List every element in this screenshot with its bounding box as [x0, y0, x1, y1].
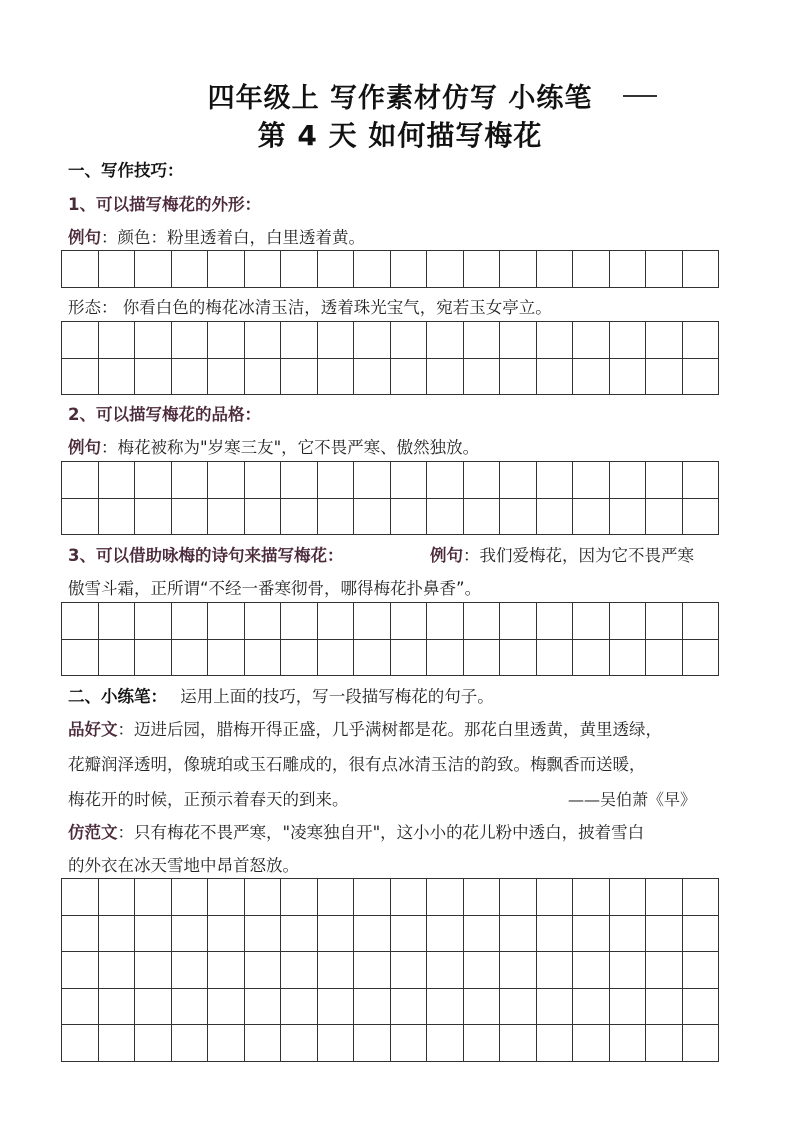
grid-cell[interactable]: [281, 916, 318, 953]
grid-cell[interactable]: [99, 462, 136, 499]
grid-cell[interactable]: [245, 640, 282, 677]
grid-cell[interactable]: [500, 251, 537, 288]
point1-form: 形态： 你看白色的梅花冰清玉洁，透着珠光宝气，宛若玉女亭立。: [68, 298, 552, 317]
grid-cell[interactable]: [573, 462, 610, 499]
grid-cell[interactable]: [245, 1025, 282, 1062]
grid-cell[interactable]: [172, 1025, 209, 1062]
grid-cell[interactable]: [245, 603, 282, 640]
grid-cell[interactable]: [573, 989, 610, 1026]
grid-cell[interactable]: [281, 499, 318, 536]
grid-cell[interactable]: [99, 1025, 136, 1062]
grid-cell[interactable]: [683, 989, 720, 1026]
grid-cell[interactable]: [62, 603, 99, 640]
grid-cell[interactable]: [610, 1025, 647, 1062]
grid-cell[interactable]: [281, 359, 318, 396]
grid-cell[interactable]: [464, 251, 501, 288]
grid-cell[interactable]: [500, 989, 537, 1026]
model-text-content: ：只有梅花不畏严寒，"凌寒独自开"，这小小的花儿粉中透白，披着雪白: [117, 823, 645, 842]
grid-cell[interactable]: [537, 989, 574, 1026]
grid-cell[interactable]: [683, 1025, 720, 1062]
grid-cell[interactable]: [135, 989, 172, 1026]
grid-cell[interactable]: [208, 916, 245, 953]
grid-cell[interactable]: [683, 322, 720, 359]
grid-cell[interactable]: [464, 359, 501, 396]
grid-cell[interactable]: [500, 603, 537, 640]
grid-cell[interactable]: [318, 251, 355, 288]
grid-cell[interactable]: [172, 640, 209, 677]
grid-cell[interactable]: [391, 462, 428, 499]
grid-cell[interactable]: [318, 879, 355, 916]
grid-cell[interactable]: [354, 952, 391, 989]
grid-cell[interactable]: [646, 879, 683, 916]
point1-example: [68, 227, 365, 249]
grid-cell[interactable]: [208, 952, 245, 989]
grid-cell[interactable]: [354, 989, 391, 1026]
grid-cell[interactable]: [610, 640, 647, 677]
section1-heading: 一、写作技巧：: [68, 161, 184, 180]
grid-cell[interactable]: [391, 1025, 428, 1062]
grid-cell[interactable]: [646, 322, 683, 359]
good-text-author: ——吴伯萧《早》: [568, 790, 697, 809]
grid-cell[interactable]: [500, 1025, 537, 1062]
grid-cell[interactable]: [354, 251, 391, 288]
grid-cell[interactable]: [172, 251, 209, 288]
grid-cell[interactable]: [427, 952, 464, 989]
grid-cell[interactable]: [500, 359, 537, 396]
grid-cell[interactable]: [318, 499, 355, 536]
grid-cell[interactable]: [135, 1025, 172, 1062]
grid-cell[interactable]: [683, 640, 720, 677]
grid-cell[interactable]: [62, 1025, 99, 1062]
grid-cell[interactable]: [537, 603, 574, 640]
grid-cell[interactable]: [573, 879, 610, 916]
grid-cell[interactable]: [391, 359, 428, 396]
grid-cell[interactable]: [172, 462, 209, 499]
grid-cell[interactable]: [464, 879, 501, 916]
grid-cell[interactable]: [245, 251, 282, 288]
section2-heading: 二、小练笔：: [68, 687, 167, 706]
grid-cell[interactable]: [99, 322, 136, 359]
grid-cell[interactable]: [281, 462, 318, 499]
grid-cell[interactable]: [62, 640, 99, 677]
grid-cell[interactable]: [99, 359, 136, 396]
grid-cell[interactable]: [62, 952, 99, 989]
grid-cell[interactable]: [99, 879, 136, 916]
grid-cell[interactable]: [573, 603, 610, 640]
grid-cell[interactable]: [281, 640, 318, 677]
grid-cell[interactable]: [245, 952, 282, 989]
grid-cell[interactable]: [500, 499, 537, 536]
grid-cell[interactable]: [135, 916, 172, 953]
grid-cell[interactable]: [208, 879, 245, 916]
worksheet-subtitle: 第 4 天 如何描写梅花: [257, 119, 543, 152]
grid-cell[interactable]: [208, 462, 245, 499]
writing-grid-5[interactable]: [61, 878, 719, 1062]
grid-cell[interactable]: [646, 603, 683, 640]
grid-cell[interactable]: [99, 251, 136, 288]
writing-grid-2[interactable]: [61, 321, 719, 395]
grid-cell[interactable]: [354, 322, 391, 359]
grid-cell[interactable]: [610, 251, 647, 288]
grid-cell[interactable]: [427, 916, 464, 953]
grid-cell[interactable]: [537, 499, 574, 536]
grid-cell[interactable]: [427, 640, 464, 677]
grid-cell[interactable]: [427, 359, 464, 396]
writing-grid-1[interactable]: [61, 250, 719, 288]
grid-cell[interactable]: [683, 879, 720, 916]
grid-cell[interactable]: [135, 462, 172, 499]
writing-grid-3[interactable]: [61, 461, 719, 535]
grid-cell[interactable]: [62, 989, 99, 1026]
grid-cell[interactable]: [318, 640, 355, 677]
grid-cell[interactable]: [354, 1025, 391, 1062]
grid-cell[interactable]: [573, 952, 610, 989]
grid-cell[interactable]: [281, 989, 318, 1026]
grid-cell[interactable]: [99, 989, 136, 1026]
grid-cell[interactable]: [646, 359, 683, 396]
grid-cell[interactable]: [573, 499, 610, 536]
writing-grid-4[interactable]: [61, 602, 719, 676]
grid-cell[interactable]: [427, 1025, 464, 1062]
grid-cell[interactable]: [135, 603, 172, 640]
grid-cell[interactable]: [464, 462, 501, 499]
grid-cell[interactable]: [537, 251, 574, 288]
point2-heading: 2、可以描写梅花的品格：: [68, 405, 261, 424]
grid-cell[interactable]: [281, 322, 318, 359]
grid-cell[interactable]: [281, 952, 318, 989]
grid-cell[interactable]: [318, 1025, 355, 1062]
grid-cell[interactable]: [500, 879, 537, 916]
grid-cell[interactable]: [464, 322, 501, 359]
grid-cell[interactable]: [464, 952, 501, 989]
grid-cell[interactable]: [135, 322, 172, 359]
point3-example: [430, 545, 694, 567]
grid-cell[interactable]: [646, 916, 683, 953]
grid-cell[interactable]: [318, 952, 355, 989]
grid-cell[interactable]: [610, 952, 647, 989]
grid-cell[interactable]: [172, 359, 209, 396]
good-text-line1: [68, 719, 662, 741]
grid-cell[interactable]: [646, 499, 683, 536]
grid-cell[interactable]: [683, 251, 720, 288]
grid-cell[interactable]: [62, 916, 99, 953]
grid-cell[interactable]: [391, 952, 428, 989]
grid-cell[interactable]: [99, 603, 136, 640]
grid-cell[interactable]: [391, 603, 428, 640]
grid-cell[interactable]: [573, 640, 610, 677]
grid-cell[interactable]: [62, 879, 99, 916]
point2-example: [68, 437, 479, 459]
good-text-content: ：迈进后园，腊梅开得正盛，几乎满树都是花。那花白里透黄，黄里透绿，: [117, 720, 662, 739]
grid-cell[interactable]: [391, 251, 428, 288]
example-text: ：颜色：粉里透着白，白里透着黄。: [101, 228, 365, 247]
grid-cell[interactable]: [62, 322, 99, 359]
grid-cell[interactable]: [537, 916, 574, 953]
grid-cell[interactable]: [354, 916, 391, 953]
grid-cell[interactable]: [646, 251, 683, 288]
grid-cell[interactable]: [99, 640, 136, 677]
grid-cell[interactable]: [135, 251, 172, 288]
good-text-line2: 花瓣润泽透明，像琥珀或玉石雕成的，很有点冰清玉洁的韵致。梅飘香而送暖，: [68, 755, 646, 774]
grid-cell[interactable]: [464, 499, 501, 536]
grid-cell[interactable]: [208, 1025, 245, 1062]
grid-cell[interactable]: [646, 1025, 683, 1062]
grid-cell[interactable]: [281, 1025, 318, 1062]
grid-cell[interactable]: [135, 952, 172, 989]
grid-cell[interactable]: [683, 499, 720, 536]
grid-cell[interactable]: [99, 916, 136, 953]
grid-cell[interactable]: [646, 952, 683, 989]
example-text: ：我们爱梅花，因为它不畏严寒: [463, 546, 694, 565]
grid-cell[interactable]: [610, 603, 647, 640]
grid-cell[interactable]: [537, 1025, 574, 1062]
grid-cell[interactable]: [610, 462, 647, 499]
good-text-line3: 梅花开的时候，正预示着春天的到来。: [68, 790, 349, 809]
grid-cell[interactable]: [537, 359, 574, 396]
grid-cell[interactable]: [573, 322, 610, 359]
grid-cell[interactable]: [573, 916, 610, 953]
grid-cell[interactable]: [610, 499, 647, 536]
grid-cell[interactable]: [464, 1025, 501, 1062]
grid-cell[interactable]: [208, 499, 245, 536]
grid-cell[interactable]: [610, 989, 647, 1026]
grid-cell[interactable]: [318, 322, 355, 359]
grid-cell[interactable]: [683, 603, 720, 640]
grid-cell[interactable]: [354, 462, 391, 499]
grid-cell[interactable]: [245, 989, 282, 1026]
model-text-line2: 的外衣在冰天雪地中昂首怒放。: [68, 856, 299, 875]
grid-cell[interactable]: [537, 952, 574, 989]
model-text-line1: [68, 822, 644, 844]
grid-cell[interactable]: [172, 952, 209, 989]
grid-cell[interactable]: [172, 322, 209, 359]
grid-cell[interactable]: [318, 603, 355, 640]
grid-cell[interactable]: [464, 916, 501, 953]
grid-cell[interactable]: [99, 952, 136, 989]
good-text-label: 品好文: [68, 720, 118, 739]
point1-heading: 1、可以描写梅花的外形：: [68, 195, 261, 214]
grid-cell[interactable]: [500, 640, 537, 677]
grid-cell[interactable]: [135, 879, 172, 916]
grid-cell[interactable]: [537, 640, 574, 677]
grid-cell[interactable]: [172, 879, 209, 916]
grid-cell[interactable]: [62, 499, 99, 536]
grid-cell[interactable]: [391, 989, 428, 1026]
grid-cell[interactable]: [354, 640, 391, 677]
grid-cell[interactable]: [537, 879, 574, 916]
grid-cell[interactable]: [62, 251, 99, 288]
grid-cell[interactable]: [610, 322, 647, 359]
grid-cell[interactable]: [427, 251, 464, 288]
grid-cell[interactable]: [464, 989, 501, 1026]
grid-cell[interactable]: [354, 879, 391, 916]
grid-cell[interactable]: [208, 322, 245, 359]
grid-cell[interactable]: [208, 359, 245, 396]
grid-cell[interactable]: [573, 251, 610, 288]
grid-cell[interactable]: [573, 359, 610, 396]
worksheet-title: 四年级上 写作素材仿写 小练笔: [207, 83, 593, 114]
grid-cell[interactable]: [646, 462, 683, 499]
grid-cell[interactable]: [208, 640, 245, 677]
grid-cell[interactable]: [683, 462, 720, 499]
grid-cell[interactable]: [245, 462, 282, 499]
grid-cell[interactable]: [208, 251, 245, 288]
point3-heading: 3、可以借助咏梅的诗句来描写梅花：: [68, 546, 344, 565]
example-label: 例句: [68, 438, 101, 457]
grid-cell[interactable]: [683, 359, 720, 396]
grid-cell[interactable]: [610, 916, 647, 953]
grid-cell[interactable]: [427, 499, 464, 536]
grid-cell[interactable]: [99, 499, 136, 536]
grid-cell[interactable]: [245, 916, 282, 953]
grid-cell[interactable]: [245, 322, 282, 359]
grid-cell[interactable]: [245, 359, 282, 396]
grid-cell[interactable]: [354, 499, 391, 536]
grid-cell[interactable]: [427, 879, 464, 916]
grid-cell[interactable]: [464, 640, 501, 677]
grid-cell[interactable]: [208, 603, 245, 640]
grid-cell[interactable]: [683, 952, 720, 989]
grid-cell[interactable]: [172, 989, 209, 1026]
grid-cell[interactable]: [500, 322, 537, 359]
grid-cell[interactable]: [427, 462, 464, 499]
grid-cell[interactable]: [318, 462, 355, 499]
grid-cell[interactable]: [683, 916, 720, 953]
grid-cell[interactable]: [391, 640, 428, 677]
grid-cell[interactable]: [500, 916, 537, 953]
grid-cell[interactable]: [318, 989, 355, 1026]
grid-cell[interactable]: [427, 989, 464, 1026]
section2-heading-line: [68, 686, 494, 708]
grid-cell[interactable]: [427, 603, 464, 640]
grid-cell[interactable]: [62, 462, 99, 499]
grid-cell[interactable]: [281, 251, 318, 288]
grid-cell[interactable]: [610, 359, 647, 396]
model-text-label: 仿范文: [68, 823, 118, 842]
example-label: 例句: [430, 546, 463, 565]
grid-cell[interactable]: [172, 603, 209, 640]
grid-cell[interactable]: [281, 603, 318, 640]
grid-cell[interactable]: [172, 916, 209, 953]
grid-cell[interactable]: [245, 499, 282, 536]
grid-cell[interactable]: [500, 952, 537, 989]
grid-cell[interactable]: [646, 989, 683, 1026]
grid-cell[interactable]: [646, 640, 683, 677]
grid-cell[interactable]: [391, 322, 428, 359]
example-label: 例句: [68, 228, 101, 247]
grid-cell[interactable]: [135, 359, 172, 396]
title-rule: [623, 95, 657, 97]
grid-cell[interactable]: [62, 359, 99, 396]
grid-cell[interactable]: [245, 879, 282, 916]
grid-cell[interactable]: [391, 879, 428, 916]
grid-cell[interactable]: [135, 499, 172, 536]
grid-cell[interactable]: [537, 322, 574, 359]
grid-cell[interactable]: [318, 359, 355, 396]
grid-cell[interactable]: [427, 322, 464, 359]
grid-cell[interactable]: [135, 640, 172, 677]
grid-cell[interactable]: [573, 1025, 610, 1062]
grid-cell[interactable]: [281, 879, 318, 916]
grid-cell[interactable]: [172, 499, 209, 536]
grid-cell[interactable]: [500, 462, 537, 499]
section2-instruction: 运用上面的技巧，写一段描写梅花的句子。: [180, 687, 494, 706]
grid-cell[interactable]: [464, 603, 501, 640]
grid-cell[interactable]: [537, 462, 574, 499]
grid-cell[interactable]: [610, 879, 647, 916]
grid-cell[interactable]: [391, 499, 428, 536]
grid-cell[interactable]: [354, 359, 391, 396]
grid-cell[interactable]: [208, 989, 245, 1026]
grid-cell[interactable]: [318, 916, 355, 953]
point3-example-line2: 傲雪斗霜，正所谓“不经一番寒彻骨，哪得梅花扑鼻香”。: [68, 579, 482, 598]
grid-cell[interactable]: [391, 916, 428, 953]
grid-cell[interactable]: [354, 603, 391, 640]
example-text: ：梅花被称为"岁寒三友"，它不畏严寒、傲然独放。: [101, 438, 480, 457]
